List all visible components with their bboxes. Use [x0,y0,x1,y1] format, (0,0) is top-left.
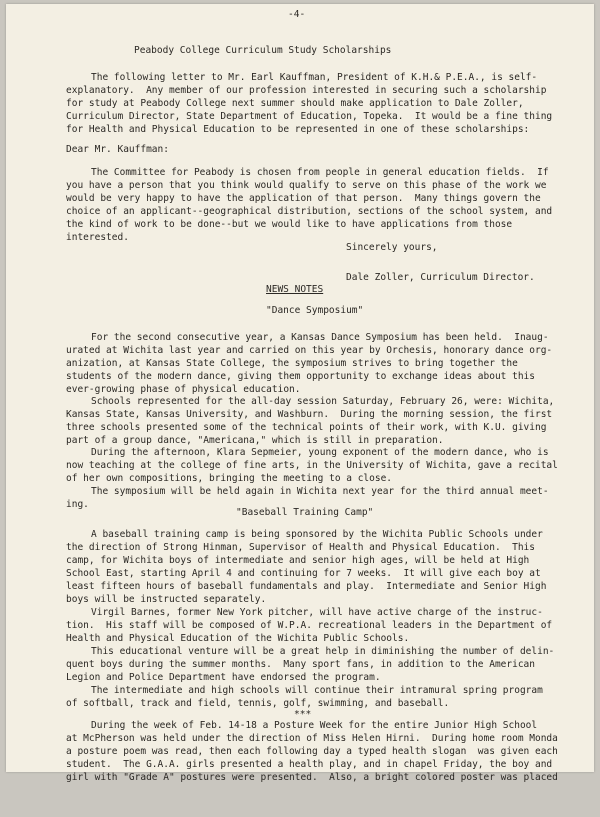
baseball-line: The intermediate and high schools will continue their intramural spring program [91,685,543,696]
signature: Dale Zoller, Curriculum Director. [346,272,535,283]
closing: Sincerely yours, [346,242,438,253]
dance-line: urated at Wichita last year and carried on this year by Orchesis, honorary dance org- [66,345,553,356]
dance-line: For the second consecutive year, a Kansas Dance Symposium has been held. Inaug- [91,332,549,343]
dance-line: three schools presented some of the technical points of their work, with K.U. giving [66,422,547,433]
baseball-line: tion. His staff will be composed of W.P.A. recreational leaders in the Department of [66,620,553,631]
baseball-line: This educational venture will be a great help in diminishing the number of delin- [91,646,555,657]
letter-line: would be very happy to have the application of that person. Many things govern the [66,193,541,204]
letter-line: you have a person that you think would qualify to serve on this phase of the work we [66,180,547,191]
dance-title: "Dance Symposium" [266,305,364,316]
dance-line: students of the modern dance, giving them opportunity to exchange ideas about this [66,371,535,382]
baseball-line: least fifteen hours of baseball fundamentals and play. Intermediate and Senior High [66,581,547,592]
news-notes-heading: NEWS NOTES [266,284,324,295]
letter-line: the kind of work to be done--but we would like to have applications from those [66,219,513,230]
letter-line: The Committee for Peabody is chosen from people in general education fields. If [91,167,549,178]
baseball-line: quent boys during the summer months. Many sport fans, in addition to the American [66,659,535,670]
intro-line: explanatory. Any member of our profession interested in securing such a scholarship [66,85,547,96]
dance-line: anization, at Kansas State College, the symposium strives to bring together the [66,358,518,369]
dance-line: now teaching at the college of fine arts, in the University of Wichita, gave a recital [66,460,558,471]
intro-line: Curriculum Director, State Department of Education, Topeka. It would be a fine thing [66,111,553,122]
typed-text [66,4,586,817]
baseball-line: A baseball training camp is being sponsored by the Wichita Public Schools under [91,529,543,540]
dance-line: ever-growing phase of physical education. [66,384,301,395]
baseball-line: camp, for Wichita boys of intermediate and senior high ages, will be held at High [66,555,530,566]
posture-line: a posture poem was read, then each following day a typed health slogan was given each [66,746,558,757]
posture-line: student. The G.A.A. girls presented a health play, and in chapel Friday, the boy and [66,759,553,770]
dance-line: Schools represented for the all-day session Saturday, February 26, were: Wichita, [91,396,555,407]
page-number: -4- [288,9,306,20]
salutation: Dear Mr. Kauffman: [66,144,169,155]
posture-line: girl with "Grade A" postures were presented. Also, a bright colored poster was placed [66,772,558,783]
baseball-line: boys will be instructed separately. [66,594,267,605]
posture-line: During the week of Feb. 14-18 a Posture Week for the entire Junior High School [91,720,538,731]
dance-line: The symposium will be held again in Wichita next year for the third annual meet- [91,486,549,497]
dance-line: During the afternoon, Klara Sepmeier, young exponent of the modern dance, who is [91,447,549,458]
intro-line: for study at Peabody College next summer should make application to Dale Zoller, [66,98,524,109]
baseball-title: "Baseball Training Camp" [236,507,374,518]
intro-line: for Health and Physical Education to be represented in one of these scholarships: [66,124,530,135]
baseball-line: School East, starting April 4 and continuing for 7 weeks. It will give each boy at [66,568,541,579]
letter-line: choice of an applicant--geographical distribution, sections of the school system, and [66,206,553,217]
dance-line: Kansas State, Kansas University, and Washburn. During the morning session, the first [66,409,553,420]
baseball-line: Legion and Police Department have endorsed the program. [66,672,381,683]
dance-line: ing. [66,499,89,510]
intro-line: The following letter to Mr. Earl Kauffman, President of K.H.& P.E.A., is self- [91,72,538,83]
document-page [6,4,594,783]
dance-line: part of a group dance, "Americana," which is still in preparation. [66,435,444,446]
baseball-line: Virgil Barnes, former New York pitcher, will have active charge of the instruc- [91,607,543,618]
baseball-line: Health and Physical Education of the Wichita Public Schools. [66,633,410,644]
scholarship-title: Peabody College Curriculum Study Scholarships [134,45,392,56]
section-separator: *** [294,709,312,720]
posture-line: at McPherson was held under the direction of Miss Helen Hirni. During home room Monda [66,733,558,744]
baseball-line: of softball, track and field, tennis, golf, swimming, and baseball. [66,698,450,709]
dance-line: of her own compositions, bringing the meeting to a close. [66,473,393,484]
letter-line: interested. [66,232,129,243]
baseball-line: the direction of Strong Hinman, Supervisor of Health and Physical Education. This [66,542,535,553]
